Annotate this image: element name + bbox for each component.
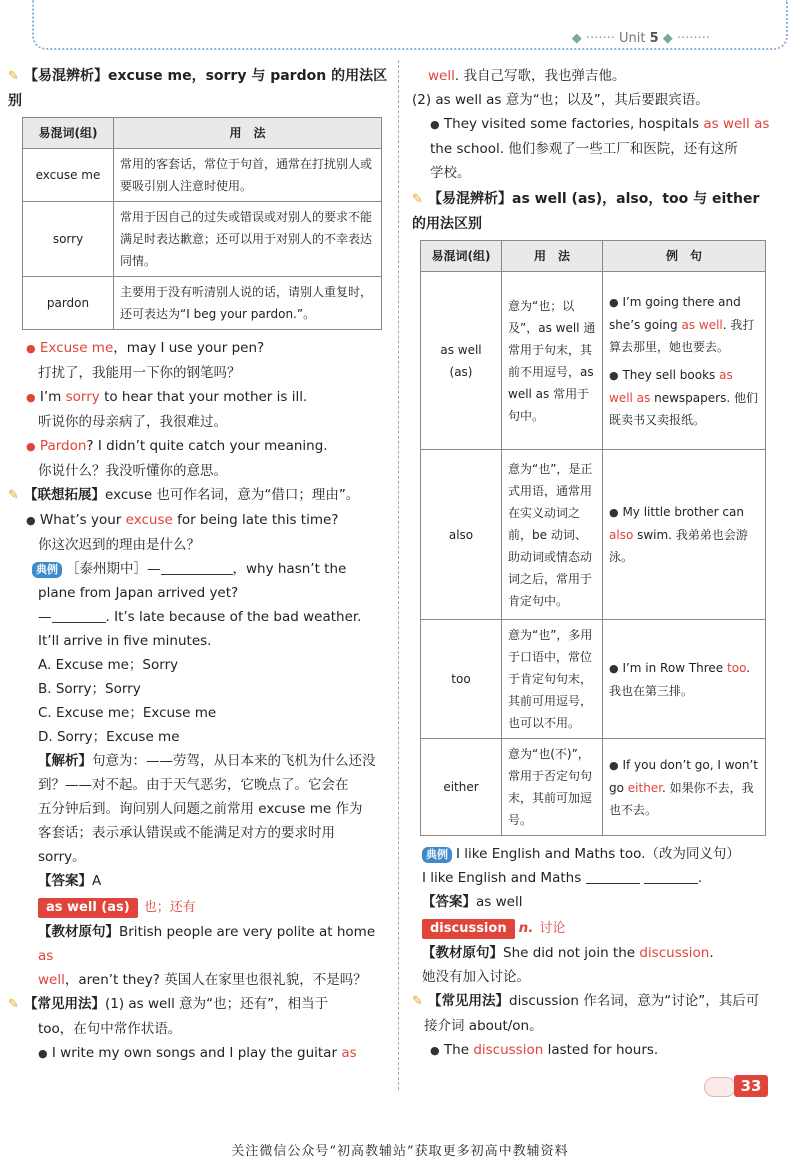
- answer-blank: [586, 869, 640, 884]
- exercise-line-2: plane from Japan arrived yet?: [38, 585, 239, 601]
- bullet-icon: ●: [430, 118, 440, 131]
- answer-blank: [161, 560, 233, 575]
- common-usage-1: ✎ 【常见用法】(1) as well 意为“也；还有”，相当于: [8, 992, 392, 1017]
- duck-icon: ✎: [8, 69, 19, 84]
- usage-2-example-l3: 学校。: [430, 165, 471, 181]
- option-c: C. Excuse me；Excuse me: [38, 705, 217, 721]
- example-3: ● Pardon? I didn’t quite catch your meaning.: [26, 438, 328, 454]
- common-usage-example: ● I write my own songs and I play the guitar as: [38, 1045, 357, 1061]
- page-number: 33: [734, 1075, 768, 1097]
- example-2-cn: 听说你的母亲病了，我很难过。: [38, 414, 227, 430]
- word-entry-as-well: as well (as) 也；还有: [8, 895, 392, 920]
- word-entry-discussion: discussion n. 讨论: [412, 916, 774, 941]
- right-column: [412, 64, 774, 1063]
- example-cell: ● If you don’t go, I won’t go either. 如果你不去，我也不去。: [603, 739, 766, 836]
- option-a: A. Excuse me；Sorry: [38, 657, 179, 673]
- bullet-icon: ●: [26, 391, 36, 404]
- highlight-word: either: [627, 780, 663, 795]
- highlight-word: too: [727, 660, 747, 675]
- table-row: too 意为“也”，多用于口语中，常位于肯定句句末，其前可用逗号，也可以不用。 ● I’m in Row Three too. 我也在第三排。: [421, 620, 766, 739]
- analysis-line-4: 客套话；表示承认错误或不能满足对方的要求时用: [38, 825, 335, 841]
- example-text: I’m in Row Three: [622, 660, 728, 675]
- example-text: My little brother can: [622, 505, 744, 519]
- exercise-2: 典例 I like English and Maths too.（改为同义句）: [412, 842, 774, 866]
- unit-label: [566, 31, 716, 46]
- example-text: . 我打算去那里，她也要去。: [609, 317, 755, 354]
- textbook-sentence: 【教材原句】British people are very polite at home as: [38, 924, 376, 964]
- usage-2-example-l2: the school. 他们参观了一些工厂和医院，还有这所: [430, 141, 738, 157]
- duck-icon: ✎: [8, 488, 19, 503]
- example-text: If you don’t go, I won’t go: [609, 757, 758, 795]
- unit-dots-left: ◆ ·······: [571, 31, 615, 46]
- usage-2-example: ● They visited some factories, hospitals as well as: [430, 116, 770, 132]
- answer-line: 【答案】A: [38, 873, 102, 889]
- usage-table-1: [22, 117, 382, 330]
- table-row: excuse me 常用的客套话，常位于句首，通常在打扰别人或要吸引别人注意时使用。: [23, 149, 382, 202]
- confusion-heading-2: ✎ 【易混辨析】as well (as)，also，too 与 either 的用法区别: [412, 187, 774, 236]
- example-text: . 如果你不去，我也不去。: [609, 780, 754, 817]
- table-row: either 意为“也(不)”，常用于否定句句末，其前可加逗号。 ● If you don’t go, I won’t go either. 如果你不去，我也不去。: [421, 739, 766, 836]
- highlight-word: as well: [681, 317, 723, 332]
- word-badge: as well (as): [38, 898, 138, 918]
- highlight-word: as well as: [609, 367, 733, 405]
- example-text: newspapers. 他们既卖书又卖报纸。: [609, 390, 758, 427]
- textbook-sentence-2: well，aren’t they? 英国人在家里也很礼貌，不是吗？: [38, 972, 367, 988]
- bullet-icon: ●: [430, 1044, 440, 1057]
- highlight-word: also: [609, 528, 634, 542]
- exercise-line-3: — . It’s late because of the bad weather.: [38, 609, 362, 625]
- analysis-line-5: sorry。: [38, 849, 86, 865]
- bullet-icon: ●: [26, 342, 36, 355]
- table1-header-word: 易混词(组): [23, 118, 114, 149]
- table2-header-word: 易混词(组): [421, 241, 502, 272]
- association-extension: ✎ 【联想拓展】excuse 也可作名词，意为“借口；理由”。: [8, 483, 392, 508]
- example-text: I’m going there and she’s going: [609, 294, 741, 332]
- bullet-icon: ●: [26, 440, 36, 453]
- association-example-cn: 你这次迟到的理由是什么？: [38, 537, 200, 553]
- textbook-sentence-right: 【教材原句】She did not join the discussion.: [422, 945, 714, 961]
- table-row: as well (as) 意为“也；以及”，as well 通常用于句末，其前不用逗号，as well as 常用于句中。 ● I’m going there and she’s going as well. 我打算去那里，她也要去。 ● They sell books as well as newspapers. 他们既卖书又卖报纸。: [421, 272, 766, 450]
- common-usage-right-example: ● The discussion lasted for hours.: [430, 1042, 659, 1058]
- exercise-badge: 典例: [32, 562, 62, 578]
- answer-2: 【答案】as well: [422, 894, 523, 910]
- footer-note: 关注微信公众号“初高教辅站”获取更多初高中教辅资料: [231, 1144, 569, 1159]
- example-text: . 我也在第三排。: [609, 660, 751, 698]
- duck-icon: ✎: [412, 994, 423, 1009]
- analysis-line-2: 到？——对不起。由于天气恶劣，它晚点了。它会在: [38, 777, 349, 793]
- example-cell: ● I’m going there and she’s going as well. 我打算去那里，她也要去。 ● They sell books as well as newspapers. 他们既卖书又卖报纸。: [603, 272, 766, 450]
- association-example: ● What’s your excuse for being late this time?: [26, 512, 339, 528]
- table-row: also 意为“也”，是正式用语，通常用在实义动词之前，be 动词、助动词或情态动词之后，常用于肯定句中。 ● My little brother can also swim. 我弟弟也会游泳。: [421, 450, 766, 620]
- table1-header-usage: 用 法: [114, 118, 382, 149]
- option-b: B. Sorry；Sorry: [38, 681, 141, 697]
- exercise-question: 典例 ［泰州期中］— ，why hasn’t the: [8, 557, 392, 581]
- table2-header-usage: 用 法: [502, 241, 603, 272]
- duck-icon: ✎: [412, 192, 423, 207]
- word-badge: discussion: [422, 919, 515, 939]
- exercise-2-line-2: I like English and Maths .: [422, 870, 703, 886]
- usage-2: (2) as well as 意为“也；以及”，其后要跟宾语。: [412, 92, 709, 108]
- example-cell: ● I’m in Row Three too. 我也在第三排。: [603, 620, 766, 739]
- common-usage-right: ✎ 【常见用法】discussion 作名词，意为“讨论”，其后可: [412, 989, 774, 1014]
- answer-blank: [644, 869, 698, 884]
- example-2: ● I’m sorry to hear that your mother is ill.: [26, 389, 308, 405]
- example-text: They sell books: [622, 367, 720, 382]
- textbook-sentence-right-cn: 她没有加入讨论。: [422, 969, 530, 985]
- unit-number: 5: [649, 31, 659, 46]
- page-ornament-icon: [704, 1077, 736, 1097]
- table2-header-example: 例 句: [603, 241, 766, 272]
- bullet-icon: ●: [38, 1047, 48, 1060]
- example-text: swim. 我弟弟也会游泳。: [609, 528, 748, 564]
- bullet-icon: ●: [26, 514, 36, 527]
- unit-text: Unit: [619, 31, 646, 46]
- confusion-heading-1: ✎ 【易混辨析】excuse me，sorry 与 pardon 的用法区别: [8, 64, 392, 113]
- usage-example-cont: well. 我自己写歌，我也弹吉他。: [428, 68, 626, 84]
- common-usage-2: too，在句中常作状语。: [38, 1021, 182, 1037]
- example-cell: ● My little brother can also swim. 我弟弟也会游泳。: [603, 450, 766, 620]
- table-row: sorry 常用于因自己的过失或错误或对别人的要求不能满足时表达歉意；还可以用于对别人的不幸表达同情。: [23, 202, 382, 277]
- analysis-line-3: 五分钟后到。询问别人问题之前常用 excuse me 作为: [38, 801, 363, 817]
- exercise-line-4: It’ll arrive in five minutes.: [38, 633, 212, 649]
- option-d: D. Sorry；Excuse me: [38, 729, 180, 745]
- table-row: pardon 主要用于没有听清别人说的话，请别人重复时，还可表达为“I beg your pardon.”。: [23, 277, 382, 330]
- common-usage-right-2: 接介词 about/on。: [424, 1018, 543, 1034]
- column-divider: [398, 60, 399, 1090]
- usage-table-2: [420, 240, 766, 836]
- unit-dots-right: ◆ ········: [662, 31, 710, 46]
- example-1-cn: 打扰了，我能用一下你的钢笔吗？: [38, 365, 241, 381]
- left-column: [8, 64, 392, 1066]
- duck-icon: ✎: [8, 997, 19, 1012]
- example-3-cn: 你说什么？我没听懂你的意思。: [38, 463, 227, 479]
- analysis-line-1: 【解析】句意为：——劳驾，从日本来的飞机为什么还没: [38, 753, 376, 769]
- answer-blank: [52, 608, 106, 623]
- exercise-badge: 典例: [422, 847, 452, 863]
- example-1: ● Excuse me，may I use your pen?: [26, 340, 265, 356]
